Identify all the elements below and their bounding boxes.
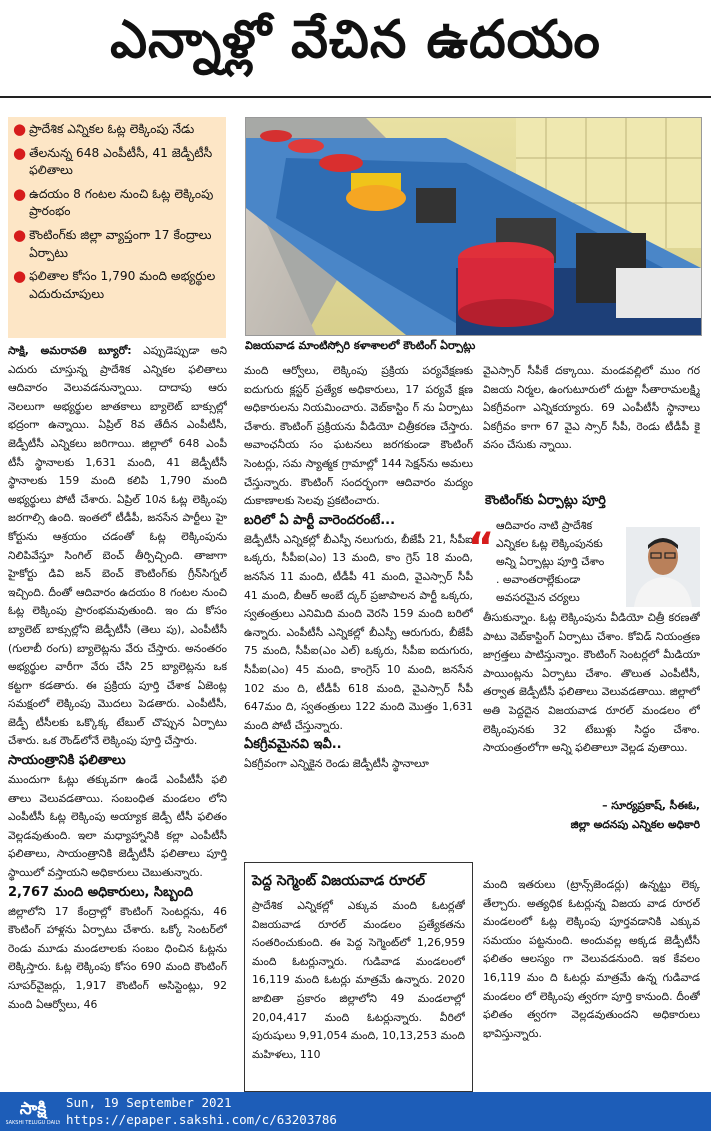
bullet-icon: ● — [13, 267, 27, 286]
column-4-bottom: మంది ఇతరులు (ట్రాన్స్‌జెండర్లు) ఉన్నట్టు లెక్క తేల్చారు. అత్యధిక ఓటర్లున్న విజయ వాడ రూరల్ మండలంలో ఓట్ల లెక్కింపు పూర్తవడానికి ఎక్కువ సమయం పట్టనుంది. అందువల్ల అక్కడ జెడ్పీటీసీ ఫలితం ఆలస్యం గా వెలువడనుంది. ఇక కేవలం 16,119 మం ది ఓటర్లు మాత్రమే ఉన్న గుడివాడ మండలం లో లెక్కింపు త్వరగా పూర్తి కానుంది. దీంతో ఫలితం త్వరగా వెల్లడవుతుందని అధికారులు భావిస్తున్నారు. — [483, 878, 700, 1040]
column-3 — [483, 362, 700, 484]
quote-body: తీసుకున్నాం. ఓట్ల లెక్కింపును వీడియో చిత్రీ కరణతో పాటు వెబ్‌కాస్టింగ్ ఏర్పాటు చేశాం. కోవిడ్ నియంత్రణ జాగ్రత్తలు పాటిస్తున్నాం. కౌంటింగ్ సెంటర్లలో మీడియా పాయింట్లను ఏర్పాటు చేశాం. తొలుత ఎంపీటీసీ, తర్వాత జెడ్పీటీసీ ఫలితాలు వెలువడతాయి. జిల్లాలో అతి పెద్దదైన విజయవాడ రూరల్ మండలం లో లెక్కింపునకు 32 టేబుళ్లు సిద్ధం చేశాం. సాయంత్రంలోగా అన్ని ఫలితాలూ వెల్లడ వుతాయి. — [483, 611, 700, 755]
article-paragraph: జెడ్పీటీసీ ఎన్నికల్లో బీఎస్పీ నలుగురు, బీజేపీ 21, సీపీఐ ఒక్కరు, సీపీఐ(ఎం) 13 మంది, కాం గ్రెస్ 18 మంది, జనసేన 11 మంది, టీడీపీ 41 మంది, వైఎస్సార్ సీపీ 41 మంది, బీఆర్ అంబే ద్కర్ ప్రజాపాలన పార్టీ ఒక్కరు, స్వతంత్రులు ఎనిమిది మంది వెరసి 159 మంది బరిలో ఉన్నారు. ఎంపీటీసీ ఎన్నికల్లో బీఎస్పీ ఆరుగురు, బీజేపీ 75 మంది, సీపీఐ(ఎం ఎల్) ఒక్కరు, సీపీఐ ఐదుగురు, సీపీఐ(ఎం) 45 మంది, కాంగ్రెస్ 10 మంది, జనసేన 102 మం ది, టీడీపీ 618 మంది, వైఎస్సార్ సీపీ 647మం ది, స్వతంత్రులు 122 మంది మొత్తం 1,631 మంది పోటీ చేస్తున్నారు. — [244, 532, 473, 732]
svg-text:SAKSHI TELUGU DAILY: SAKSHI TELUGU DAILY — [6, 1120, 60, 1126]
edition-date: Sun, 19 September 2021 — [66, 1095, 232, 1110]
quote-title: కౌంటింగ్‌కు ఏర్పాట్లు పూర్తి — [485, 492, 606, 507]
signature-role: జిల్లా అదనపు ఎన్నికల అధికారి — [570, 817, 700, 831]
column-2 — [244, 362, 473, 854]
article-paragraph: ముందుగా ఓట్లు తక్కువగా ఉండే ఎంపీటీసీ ఫలి తాలు వెలువడతాయి. సంబంధిత మండలం లోని ఎంపీటీసీ ఓట్ల లెక్కింపు అయ్యాక జెడ్పీ టీసీ ఫలితం వెల్లడవుతుంది. ఇలా మధ్యాహ్నానికి కల్లా ఎంపీటీసీ ఫలితాలు, సాయంత్రానికి జెడ్పీటీసీ ఫలితాలు పూర్తి స్థాయిలో వస్తాయని అధికారులు చెబుతున్నారు. — [8, 773, 227, 880]
svg-text:సాక్షి: సాక్షి — [19, 1099, 47, 1119]
article-paragraph: ఏకగ్రీవంగా ఎన్నికైన రెండు జెడ్పీటీసీ స్థానాలూ — [244, 757, 429, 771]
epaper-link[interactable]: https://epaper.sakshi.com/c/63203786 — [66, 1112, 337, 1127]
article-paragraph: మంది ఆర్వోలు, లెక్కింపు ప్రక్రియ పర్యవేక్షణకు ఐదుగురు క్లస్టర్ ప్రత్యేక అధికారులు, 17 పర్యవే క్షణ అధికారులను నియమించారు. వెబ్‌కాస్టిం గ్ ను ఏర్పాటు చేశారు. కౌంటింగ్ ప్రక్రియను వీడియో చిత్రీకరణ చేస్తారు. అవాంఛనీయ సం ఘటనలు జరగకుండా కౌంటింగ్ సెంటర్లు, సమ స్యాత్మక గ్రామాల్లో 144 సెక్షన్‌ను అమలు చేస్తున్నారు. కౌంటింగ్ సందర్భంగా ఆదివారం మద్యం దుకాణాలకు సెలవు ప్రకటించారు. — [244, 364, 473, 508]
highlight-item: ● కౌంటింగ్‌కు జిల్లా వ్యాప్తంగా 17 కేంద్రాలు ఏర్పాటు — [13, 225, 212, 260]
quote-intro: ఆదివారం నాటి ప్రాదేశిక ఎన్నికల ఓట్ల లెక్కింపునకు అన్ని ఏర్పాట్లు పూర్తి చేశాం . అవాంతరాల్లేకుండా అవసరమైన చర్యలు — [496, 519, 605, 604]
column-1 — [8, 342, 227, 1092]
official-portrait — [626, 527, 700, 607]
headline-rule — [0, 96, 711, 98]
quote-signature — [483, 797, 700, 837]
subheading: బరిలో ఏ పార్టీ వారెందరంటే... — [244, 512, 396, 528]
highlight-item: ● తేలనున్న 648 ఎంపీటీసీ, 41 జెడ్పీటీసీ ఫలితాలు — [13, 143, 213, 178]
highlights-box — [8, 117, 226, 338]
highlight-item: ● ఫలితాల కోసం 1,790 మంది అభ్యర్థుల ఎదురుచూపులు — [13, 267, 216, 301]
bullet-icon: ● — [13, 120, 27, 138]
article-paragraph: ఎప్పుడెప్పుడా అని ఎదురు చూస్తున్న ప్రాదేశిక ఎన్నికల ఫలితాలు ఆదివారం వెలువడనున్నాయి. దాదాపు ఆరు నెలలుగా అభ్యర్థుల జాతకాలు బ్యాలెట్ బాక్సుల్లో భద్రంగా ఉన్నాయి. ఏప్రిల్ 8వ తేదీన ఎంపీటీసీ, జెడ్పీటీసీ ఎన్నికలు జరిగాయి. జిల్లాలో 648 ఎంపీ టీసీ స్థానాలకు 1,631 మంది, 41 జెడ్పీటీసీ స్థానాలకు 159 మంది కలిపి 1,790 మంది అభ్యర్థులు పోటీ చేశారు. ఏప్రిల్ 10న ఓట్ల లెక్కింపు జరగాల్సి ఉంది. ఇంతలో టీడీపీ, జనసేన పార్టీలు హై కోర్టును ఆశ్రయం చడంతో ఓట్ల లెక్కింపును నిలిపివేస్తూ సింగిల్ బెంచ్ తీర్పిచ్చింది. తాజాగా హైకోర్టు డివి జన్ బెంచ్ కౌంటింగ్‌కు గ్రీన్‌సిగ్నల్ ఇచ్చింది. దీంతో ఆదివారం ఉదయం 8 గంటల నుంచి ఓట్ల లెక్కింపు ప్రారంభమవుతుంది. ఇం దు కోసం బ్యాలెట్ బాక్సుల్లోని జెడ్పీటీసీ (తెలు పు), ఎంపీటీసీ (గులాబీ రంగు) బ్యాలెట్లను వేరు చేస్తారు. అనంతరం అభ్యర్థుల వారీగా వేరు చేసి 25 బ్యాలెట్లను ఒక కట్టగా కడతారు. ఈ ప్రక్రియ పూర్తి చేశాక ఏజెంట్ల సమక్షంలో లెక్కింపు మొదలు పెడతారు. ఎంపీటీసీ, జెడ్పీ టీసీలకు ఒక్కొక్క టేబుల్ చొప్పున ఏర్పాటు చేశారు. ఒక రౌండ్‌లోనే లెక్కింపు పూర్తి చేస్తారు. — [8, 344, 227, 748]
subheading: 2,767 మంది అధికారులు, సిబ్బంది — [8, 884, 194, 900]
box-title: పెద్ద సెగ్మెంట్ విజయవాడ రూరల్ — [252, 873, 426, 889]
quote-icon: “ — [468, 525, 495, 571]
footer-bar — [0, 1092, 711, 1131]
article-paragraph: వైఎస్సార్ సీపీకే దక్కాయి. మండవల్లిలో ముం గర విజయ నిర్మల, ఉంగుటూరులో దుట్టా సీతారామలక్ష్మి ఏకగ్రీవంగా ఎన్నికయ్యారు. 69 ఎంపీటీసీ స్థానాలు ఏకగ్రీవం కాగా 67 వైఎ స్సార్ సీపీ, రెండు టీడీపీ కై వసం చేసుకు న్నాయి. — [483, 364, 700, 452]
article-paragraph: జిల్లాలోని 17 కేంద్రాల్లో కౌంటింగ్ సెంటర్లను, 46 కౌంటింగ్ హాళ్లను ఏర్పాటు చేశారు. ఒక్కో సెంటర్‌లో రెండు మూడు మండలాలకు సంబం ధించిన ఓట్లను లెక్కిస్తారు. ఓట్ల లెక్కింపు కోసం 690 మంది కౌంటింగ్ సూపర్‌వైజర్లు, 1,917 కౌంటింగ్ అసిస్టెంట్లు, 92 మంది ఏఆర్వోలు, 46 — [8, 904, 227, 1011]
subheading: సాయంత్రానికి ఫలితాలు — [8, 753, 126, 769]
signature-name: – సూర్యప్రకాష్, సీఈఓ, — [602, 799, 700, 812]
sakshi-logo — [6, 1096, 60, 1127]
photo-caption: విజయవాడ మాంటిస్సోరి కళాశాలలో కౌంటింగ్ ఏర్పాట్లు — [245, 339, 476, 352]
boxed-story — [244, 862, 473, 1092]
subheading: ఏకగ్రీవమైనవి ఇవీ.. — [244, 737, 342, 753]
byline: సాక్షి, అమరావతి బ్యూరో: — [8, 344, 132, 357]
counting-hall-photo — [245, 117, 702, 336]
bullet-icon: ● — [13, 143, 27, 162]
box-text: ప్రాదేశిక ఎన్నికల్లో ఎక్కువ మంది ఓటర్లతో విజయవాడ రూరల్ మండలం ప్రత్యేకతను సంతరించుకుంది. ఈ పెద్ద సెగ్మెంట్‌లో 1,26,959 మంది ఓటర్లున్నారు. గుడివాడ మండలంలో 16,119 మంది ఓటర్లు మాత్రమే ఉన్నారు. 2020 జాబితా ప్రకారం జిల్లాలోని 49 మండలాల్లో 20,04,417 మంది ఓటర్లున్నారు. వీరిలో పురుషులు 9,91,054 మంది, 10,13,253 మంది మహిళలు, 110 — [252, 899, 465, 1061]
highlight-item: ● ఉదయం 8 గంటల నుంచి ఓట్ల లెక్కింపు ప్రారంభం — [13, 184, 214, 219]
bullet-icon: ● — [13, 184, 27, 203]
headline: ఎన్నాళ్లో వేచిన ఉదయం — [110, 9, 601, 70]
bullet-icon: ● — [13, 225, 27, 244]
highlight-item: ● ప్రాదేశిక ఎన్నికల ఓట్ల లెక్కింపు నేడు — [13, 120, 195, 138]
